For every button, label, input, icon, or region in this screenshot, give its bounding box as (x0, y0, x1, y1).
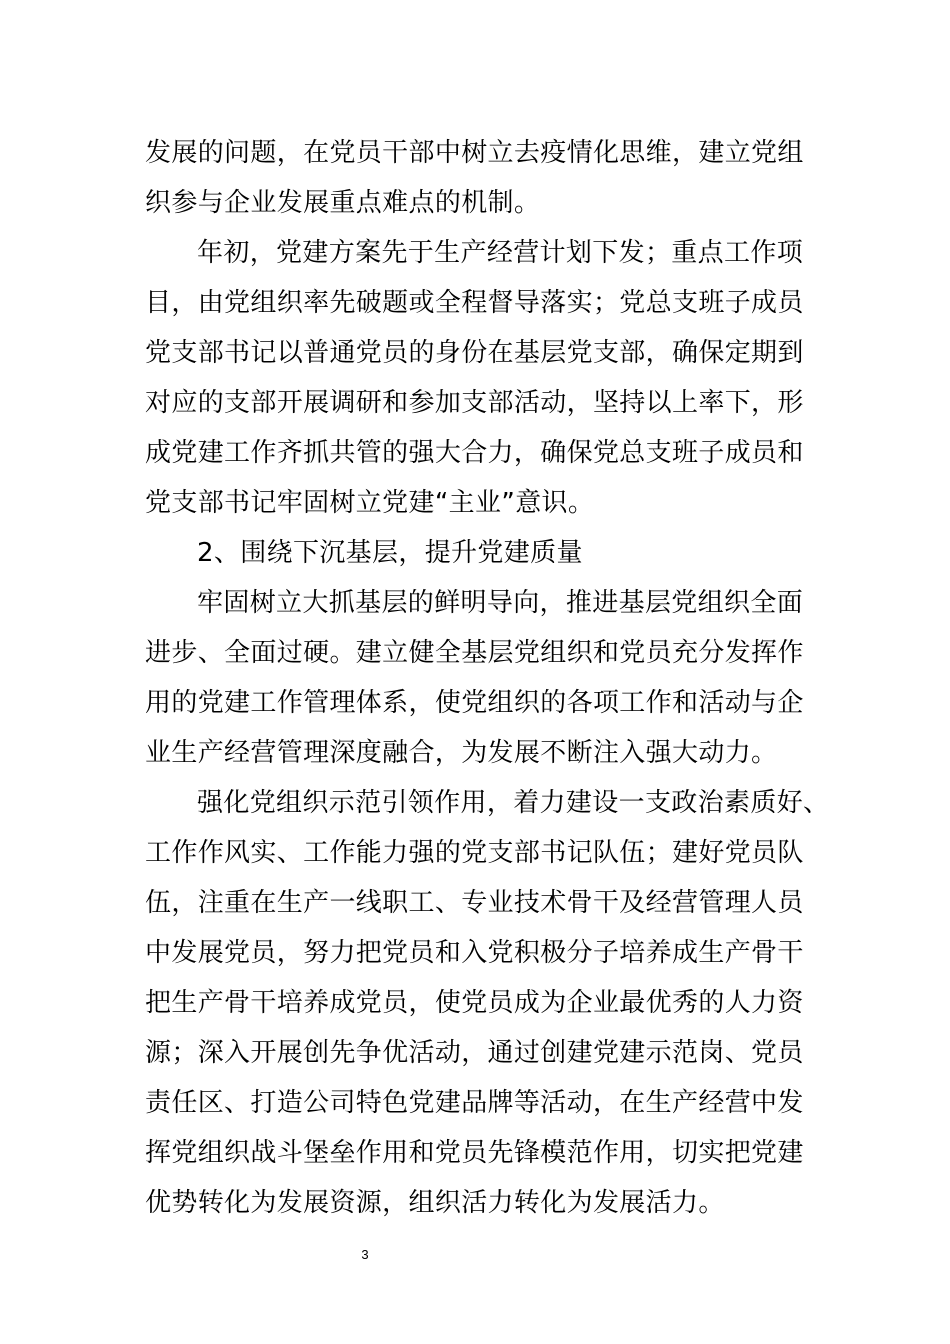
text-line: 成党建工作齐抓共管的强大合力，确保党总支班子成员和 (145, 438, 804, 468)
text-line: 工作作风实、工作能力强的党支部书记队伍；建好党员队 (145, 838, 804, 868)
text-line: 业生产经营管理深度融合，为发展不断注入强大动力。 (145, 738, 778, 768)
text-line: 伍，注重在生产一线职工、专业技术骨干及经营管理人员 (145, 888, 804, 918)
text-line: 发展的问题，在党员干部中树立去疫情化思维，建立党组 (145, 138, 804, 168)
text-line: 源；深入开展创先争优活动，通过创建党建示范岗、党员 (145, 1038, 804, 1068)
text-line: 党支部书记牢固树立党建“主业”意识。 (145, 488, 595, 518)
text-line: 目，由党组织率先破题或全程督导落实；党总支班子成员 (145, 288, 804, 318)
text-line: 责任区、打造公司特色党建品牌等活动，在生产经营中发 (145, 1088, 804, 1118)
text-line: 对应的支部开展调研和参加支部活动，坚持以上率下，形 (145, 388, 804, 418)
text-line: 用的党建工作管理体系，使党组织的各项工作和活动与企 (145, 688, 804, 718)
text-line: 把生产骨干培养成党员，使党员成为企业最优秀的人力资 (145, 988, 804, 1018)
text-line: 党支部书记以普通党员的身份在基层党支部，确保定期到 (145, 338, 804, 368)
body-text (145, 128, 830, 1228)
paragraph-first-line: 年初，党建方案先于生产经营计划下发；重点工作项 (197, 238, 804, 268)
text-line: 进步、全面过硬。建立健全基层党组织和党员充分发挥作 (145, 638, 804, 668)
text-line: 挥党组织战斗堡垒作用和党员先锋模范作用，切实把党建 (145, 1138, 804, 1168)
text-line: 优势转化为发展资源，组织活力转化为发展活力。 (145, 1188, 725, 1218)
paragraph-first-line: 强化党组织示范引领作用，着力建设一支政治素质好、 (197, 788, 830, 818)
paragraph-first-line: 牢固树立大抓基层的鲜明导向，推进基层党组织全面 (197, 588, 804, 618)
section-heading: 2、围绕下沉基层，提升党建质量 (197, 538, 583, 568)
page-number: 3 (361, 1247, 369, 1262)
text-line: 中发展党员，努力把党员和入党积极分子培养成生产骨干 (145, 938, 804, 968)
text-line: 织参与企业发展重点难点的机制。 (145, 188, 541, 218)
